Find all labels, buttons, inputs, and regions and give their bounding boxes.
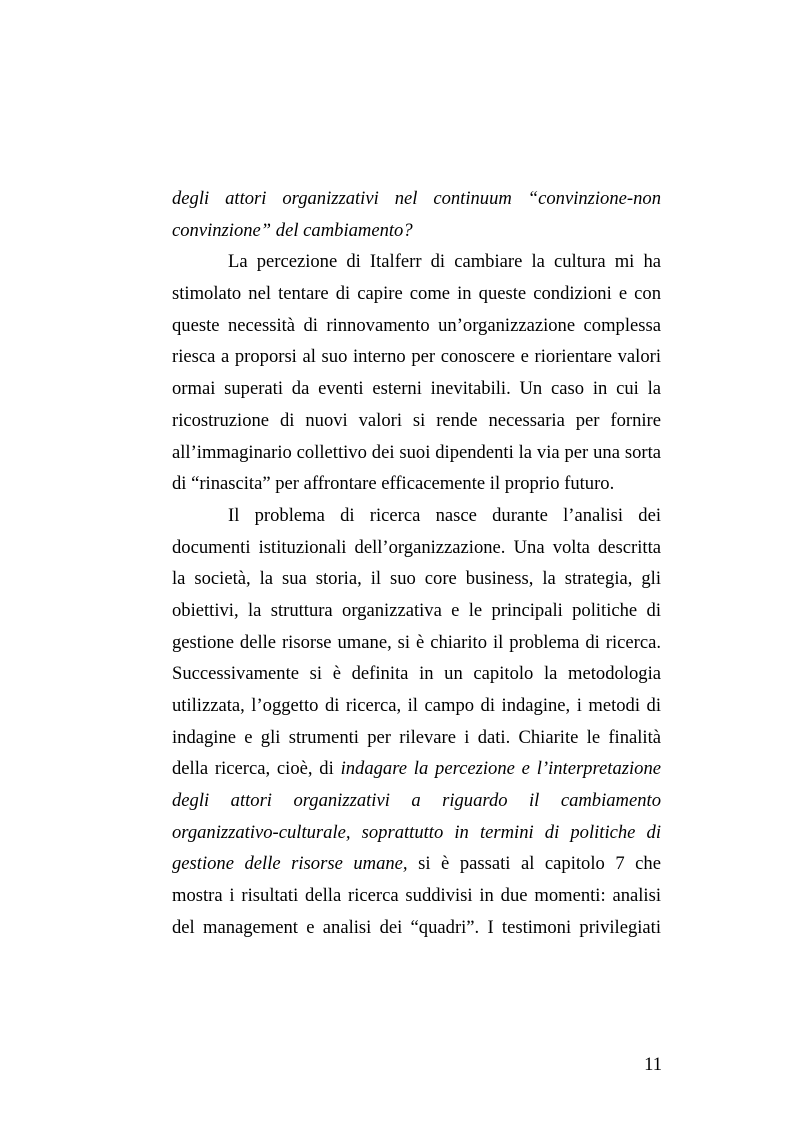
italic-text-segment: degli attori organizzativi a riguardo il cambiamento [172,790,661,812]
text-line [172,880,661,912]
text-line [172,183,661,215]
text-segment: riesca a proporsi al suo interno per conoscere e riorientare valori [172,346,661,368]
text-line [172,500,661,532]
italic-text-segment: gestione delle risorse umane, [172,853,408,875]
italic-text-segment: degli attori organizzativi nel continuum “convinzione-non [172,188,661,209]
italic-text-segment: convinzione” del cambiamento? [172,219,413,241]
text-line [172,595,661,627]
text-segment: si è passati al capitolo 7 che [407,853,661,875]
text-line [172,817,661,849]
text-line [172,373,661,405]
body-text [172,183,661,944]
text-segment: della ricerca, cioè, di [172,758,341,780]
text-segment: all’immaginario collettivo dei suoi dipendenti la via per una sorta [172,441,661,463]
text-segment: Successivamente si è definita in un capitolo la metodologia [172,663,661,685]
text-line [172,658,661,690]
text-line [172,722,661,754]
italic-text-segment: organizzativo-culturale, soprattutto in termini di politiche di [172,821,661,843]
text-line [172,753,661,785]
text-segment: ormai superati da eventi esterni inevitabili. Un caso in cui la [172,378,661,400]
text-line [172,405,661,437]
text-line [172,532,661,564]
text-segment: utilizzata, l’oggetto di ricerca, il campo di indagine, i metodi di [172,695,661,716]
text-segment: mostra i risultati della ricerca suddivisi in due momenti: analisi [172,885,661,907]
text-line [172,437,661,469]
text-line [172,912,661,944]
text-segment: queste necessità di rinnovamento un’organizzazione complessa [172,314,661,336]
text-segment: la società, la sua storia, il suo core business, la strategia, gli [172,568,661,590]
text-line [172,690,661,722]
text-segment: stimolato nel tentare di capire come in queste condizioni e con [172,283,661,305]
page-number: 11 [644,1054,662,1075]
text-line [172,563,661,595]
text-segment: indagine e gli strumenti per rilevare i dati. Chiarite le finalità [172,726,661,748]
text-segment: gestione delle risorse umane, si è chiarito il problema di ricerca. [172,631,661,653]
text-line [172,627,661,659]
text-line [172,310,661,342]
text-segment: documenti istituzionali dell’organizzazione. Una volta descritta [172,536,661,558]
text-segment: obiettivi, la struttura organizzativa e le principali politiche di [172,599,661,621]
text-segment: ricostruzione di nuovi valori si rende necessaria per fornire [172,409,661,431]
text-segment: Il problema di ricerca nasce durante l’analisi dei [228,504,661,526]
text-line [172,848,661,880]
italic-text-segment: indagare la percezione e l’interpretazione [340,758,661,780]
text-segment: del management e analisi dei “quadri”. I testimoni privilegiati [172,916,661,938]
text-line [172,278,661,310]
text-segment: di “rinascita” per affrontare efficacemente il proprio futuro. [172,473,615,495]
text-line [172,215,661,247]
text-line [172,468,661,500]
text-line [172,341,661,373]
text-line [172,785,661,817]
text-line [172,246,661,278]
text-segment: La percezione di Italferr di cambiare la cultura mi ha [228,251,661,273]
